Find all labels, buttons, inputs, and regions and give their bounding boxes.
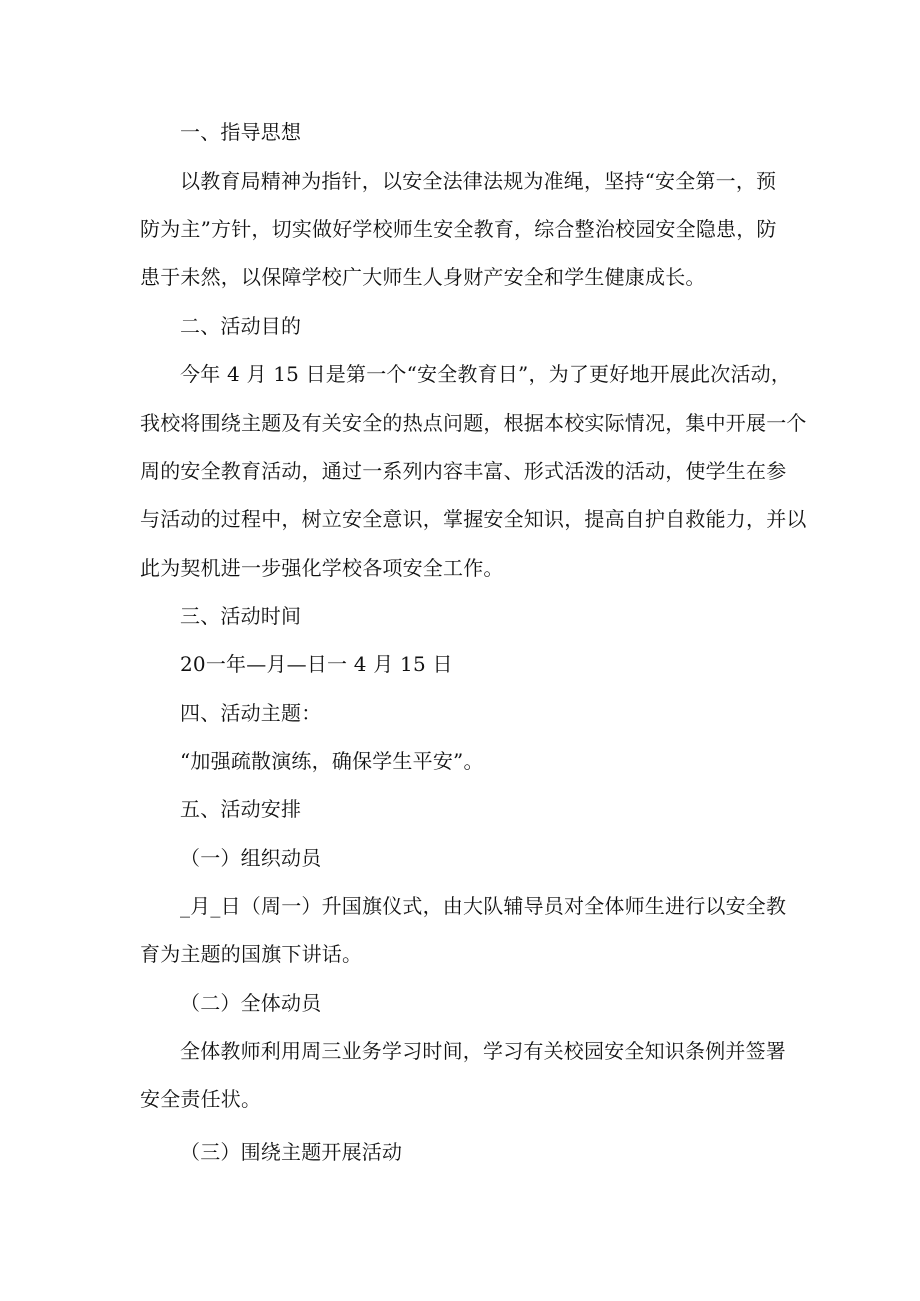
paragraph-line: 今年 4 月 15 日是第一个“安全教育日”，为了更好地开展此次活动， (180, 362, 792, 386)
subheading-all-staff-mobilization: （二）全体动员 (180, 991, 322, 1015)
paragraph-line: 以教育局精神为指针，以安全法律法规为准绳，坚持“安全第一，预 (180, 169, 777, 193)
paragraph-line: 安全责任状。 (140, 1087, 262, 1111)
paragraph-line: 与活动的过程中，树立安全意识，掌握安全知识，提高自护自救能力，并以 (140, 507, 807, 531)
paragraph-line: 全体教师利用周三业务学习时间，学习有关校园安全知识条例并签署 (180, 1039, 786, 1063)
heading-activity-time: 三、活动时间 (180, 604, 302, 628)
activity-date-range: 20一年—月—日一 4 月 15 日 (180, 652, 453, 676)
subheading-theme-activities: （三）围绕主题开展活动 (180, 1140, 403, 1164)
paragraph-line: 我校将围绕主题及有关安全的热点问题，根据本校实际情况，集中开展一个 (140, 411, 807, 435)
heading-activity-theme: 四、活动主题： (180, 701, 322, 725)
heading-guiding-ideology: 一、指导思想 (180, 120, 302, 144)
paragraph-line: 此为契机进一步强化学校各项安全工作。 (140, 556, 504, 580)
heading-activity-arrangement: 五、活动安排 (180, 797, 302, 821)
paragraph-line: 育为主题的国旗下讲话。 (140, 942, 363, 966)
paragraph-line: 防为主”方针，切实做好学校师生安全教育，综合整治校园安全隐患，防 (140, 217, 777, 241)
paragraph-line: _月_日（周一）升国旗仪式，由大队辅导员对全体师生进行以安全教 (180, 894, 787, 918)
subheading-organize-mobilization: （一）组织动员 (180, 846, 322, 870)
paragraph-line: 周的安全教育活动，通过一系列内容丰富、形式活泼的活动，使学生在参 (140, 459, 787, 483)
heading-activity-purpose: 二、活动目的 (180, 314, 302, 338)
activity-theme-text: “加强疏散演练，确保学生平安”。 (180, 749, 484, 773)
paragraph-line: 患于未然，以保障学校广大师生人身财产安全和学生健康成长。 (140, 265, 706, 289)
